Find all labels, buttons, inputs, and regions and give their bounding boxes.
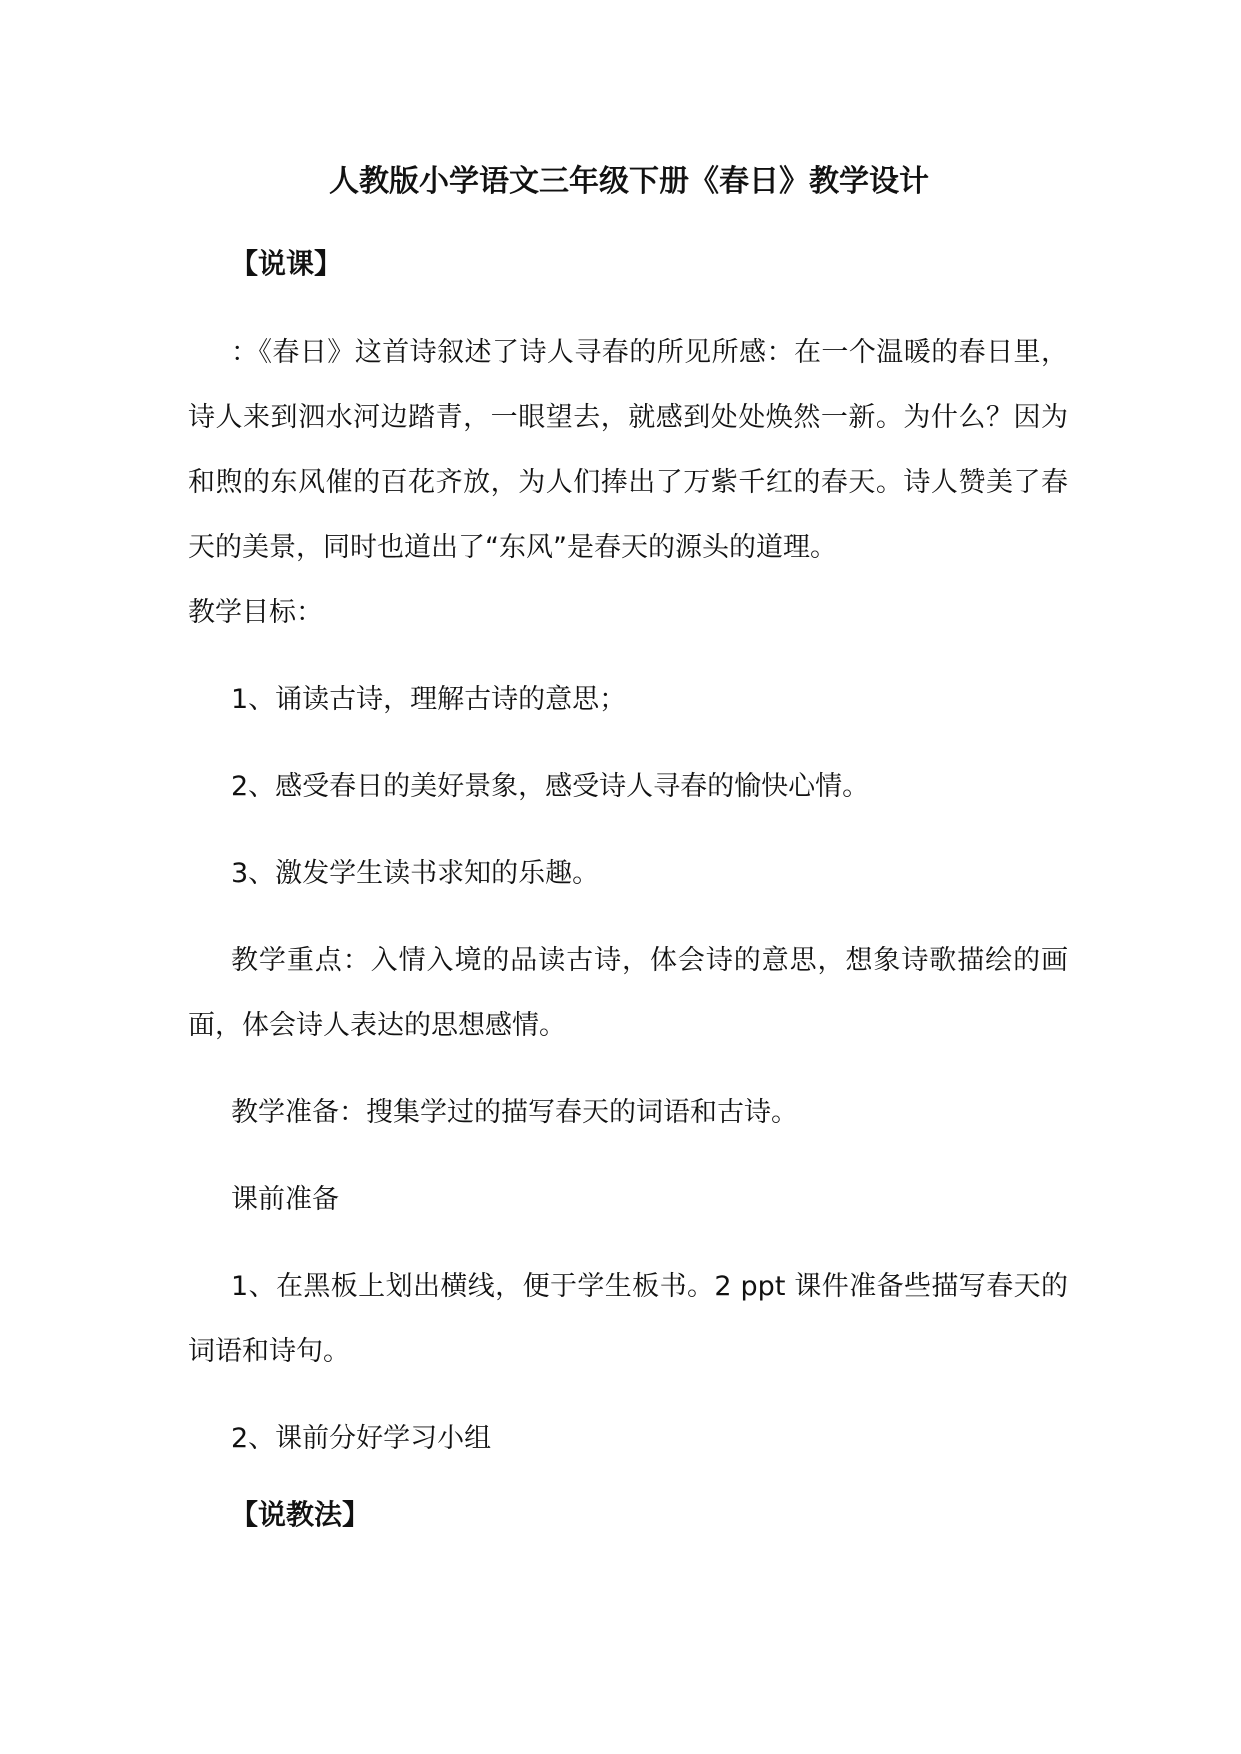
key-points-paragraph: 教学重点：入情入境的品读古诗，体会诗的意思，想象诗歌描绘的画面，体会诗人表达的思想感情。 (188, 945, 1068, 1041)
section-heading-shuoke: 【说课】 (230, 247, 343, 280)
pre-class-label: 课前准备 (231, 1184, 339, 1215)
document-title: 人教版小学语文三年级下册《春日》教学设计 (329, 164, 929, 199)
goals-label: 教学目标： (188, 597, 323, 628)
goal-item: 1、诵读古诗，理解古诗的意思； (231, 684, 627, 715)
preparation-paragraph: 教学准备：搜集学过的描写春天的词语和古诗。 (231, 1097, 798, 1128)
pre-class-item: 2、课前分好学习小组 (231, 1423, 492, 1454)
goal-item: 3、激发学生读书求知的乐趣。 (231, 858, 600, 889)
pre-class-item: 1、在黑板上划出横线，便于学生板书。2 ppt 课件准备些描写春天的词语和诗句。 (188, 1271, 1068, 1367)
section-heading-shuojiaofa: 【说教法】 (230, 1498, 371, 1531)
goal-item: 2、感受春日的美好景象，感受诗人寻春的愉快心情。 (231, 771, 870, 802)
document-page (188, 160, 1068, 1571)
intro-paragraph: ：《春日》这首诗叙述了诗人寻春的所见所感：在一个温暖的春日里，诗人来到泗水河边踏青，一眼望去，就感到处处焕然一新。为什么？因为和煦的东风催的百花齐放，为人们捧出了万紫千红的春天。诗人赞美了春天的美景，同时也道出了“东风”是春天的源头的道理。 (188, 337, 1068, 563)
